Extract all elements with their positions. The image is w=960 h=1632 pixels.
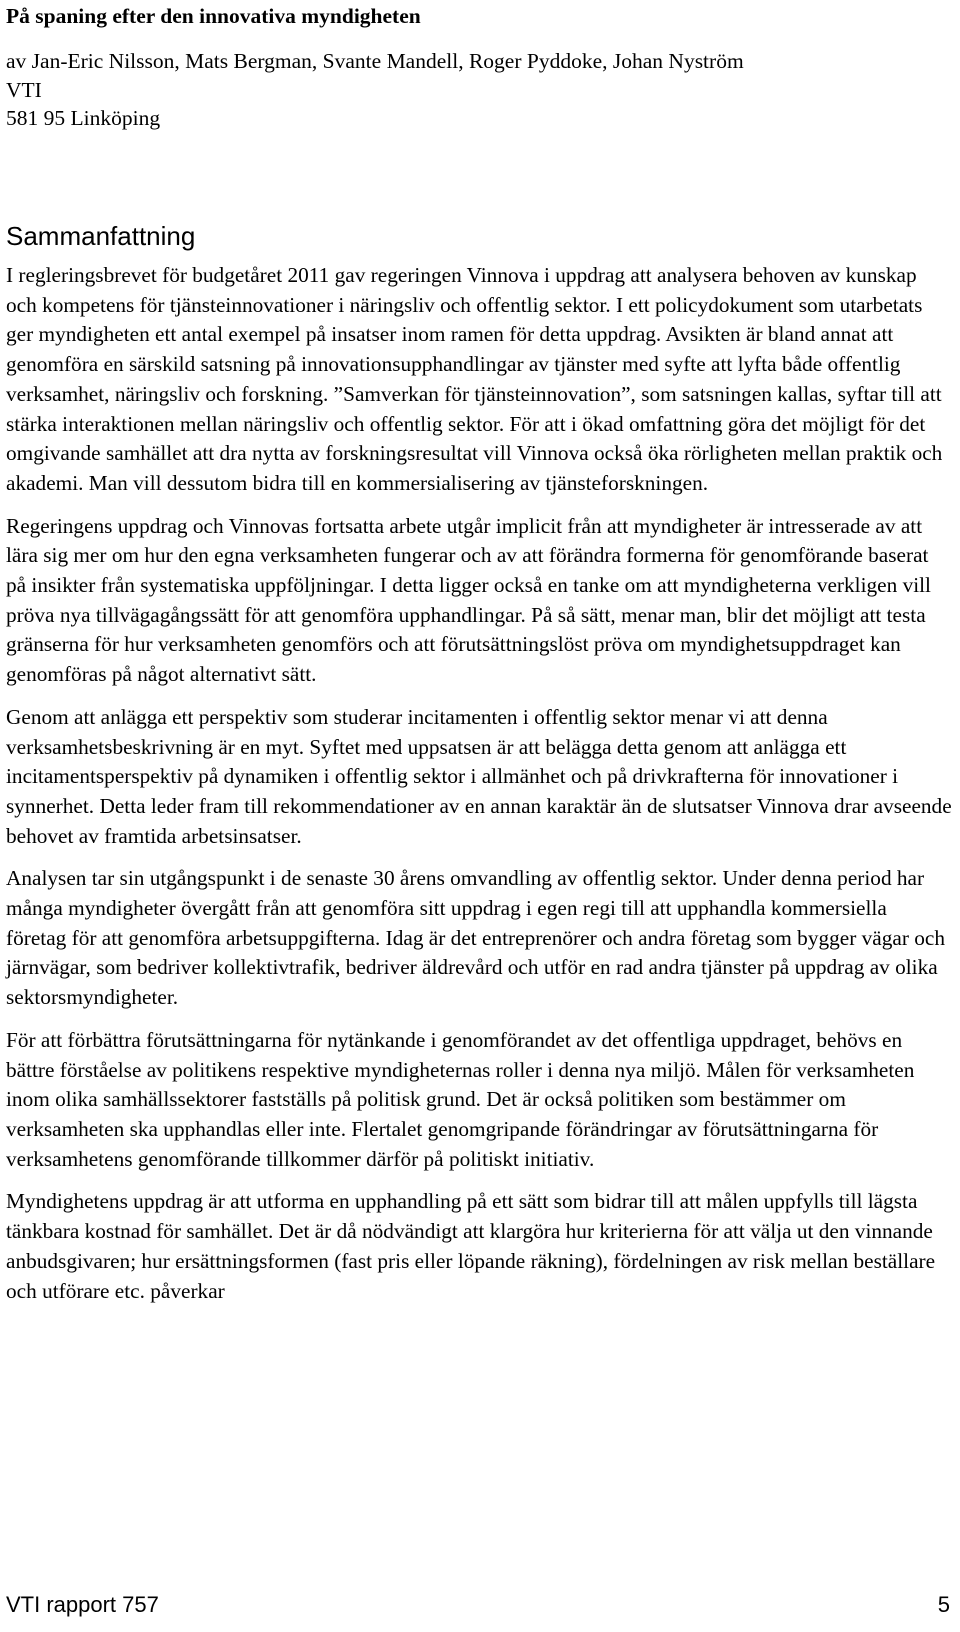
summary-paragraph: I regleringsbrevet för budgetåret 2011 gav regeringen Vinnova i uppdrag att analysera behoven av kunskap och kompetens för tjänsteinnovationer i näringsliv och offentlig sektor. I ett policydokument som utarbetats ger myndigheten ett antal exempel på insatser inom ramen för detta uppdrag. Avsikten är bland annat att genomföra en särskild satsning på innovationsupphandlingar av tjänster med syfte att lyfta både offentlig verksamhet, näringsliv och forskning. ”Samverkan för tjänsteinnovation”, som satsningen kallas, syftar till att stärka interaktionen mellan näringsliv och offentlig sektor. För att i ökad omfattning göra det möjligt för det omgivande samhället att dra nytta av forskningsresultat vill Vinnova också öka rörligheten mellan praktik och akademi. Man vill dessutom bidra till en kommersialisering av tjänsteforskningen.: [6, 263, 943, 495]
author-list: av Jan-Eric Nilsson, Mats Bergman, Svante Mandell, Roger Pyddoke, Johan Nyström: [6, 49, 744, 73]
summary-body: [6, 261, 952, 1319]
organization-name: VTI: [6, 78, 42, 102]
section-heading: Sammanfattning: [6, 221, 196, 251]
summary-paragraph: Myndighetens uppdrag är att utforma en upphandling på ett sätt som bidrar till att målen uppfylls till lägsta tänkbara kostnad för samhället. Det är då nödvändigt att klargöra hur kriterierna för att välja ut den vinnande anbudsgivaren; hur ersättningsformen (fast pris eller löpande räkning), fördelningen av risk mellan beställare och utförare etc. påverkar: [6, 1189, 936, 1303]
organization-address: 581 95 Linköping: [6, 106, 161, 130]
page-footer: [0, 1590, 960, 1630]
document-title: På spaning efter den innovativa myndigheten: [6, 4, 421, 28]
summary-paragraph: Regeringens uppdrag och Vinnovas fortsatta arbete utgår implicit från att myndigheter är intresserade av att lära sig mer om hur den egna verksamheten fungerar och av att förändra formerna för genomförande baserat på insikter från systematiska uppföljningar. I detta ligger också en tanke om att myndigheterna verkligen vill pröva nya tillvägagångssätt för att genomföra upphandlingar. På så sätt, menar man, blir det möjligt att testa gränserna för hur verksamheten genomförs och att förutsättningslöst pröva om myndighetsuppdraget kan genomföras på något alternativt sätt.: [6, 513, 931, 687]
summary-paragraph: Genom att anlägga ett perspektiv som studerar incitamenten i offentlig sektor menar vi att denna verksamhetsbeskrivning är en myt. Syftet med uppsatsen är att belägga detta genom att anlägga ett incitamentsperspektiv på dynamiken i offentlig sektor i allmänhet och på drivkrafterna för innovationer i synnerhet. Detta leder fram till rekommendationer av en annan karaktär än de slutsatser Vinnova drar avseende behovet av framtida arbetsinsatser.: [6, 704, 952, 848]
summary-paragraph: För att förbättra förutsättningarna för nytänkande i genomförandet av det offentliga uppdraget, behövs en bättre förståelse av politikens respektive myndigheternas roller i denna nya miljö. Målen för verksamheten inom olika samhällssektorer fastställs på politisk grund. Det är också politiken som bestämmer om verksamheten ska upphandlas eller inte. Flertalet genomgripande förändringar av förutsättningarna för verksamhetens genomförande tillkommer därför på politiskt initiativ.: [6, 1027, 915, 1171]
page-number: 5: [937, 1592, 950, 1617]
summary-paragraph: Analysen tar sin utgångspunkt i de senaste 30 årens omvandling av offentlig sektor. Under denna period har många myndigheter övergått från att genomföra sitt uppdrag i egen regi till att upphandla kommersiella företag för att genomföra arbetsuppgifterna. Idag är det entreprenörer och andra företag som bygger vägar och järnvägar, som bedriver kollektivtrafik, bedriver äldrevård och utför en rad andra tjänster på uppdrag av olika sektorsmyndigheter.: [6, 866, 945, 1010]
report-label: VTI rapport 757: [6, 1592, 159, 1617]
